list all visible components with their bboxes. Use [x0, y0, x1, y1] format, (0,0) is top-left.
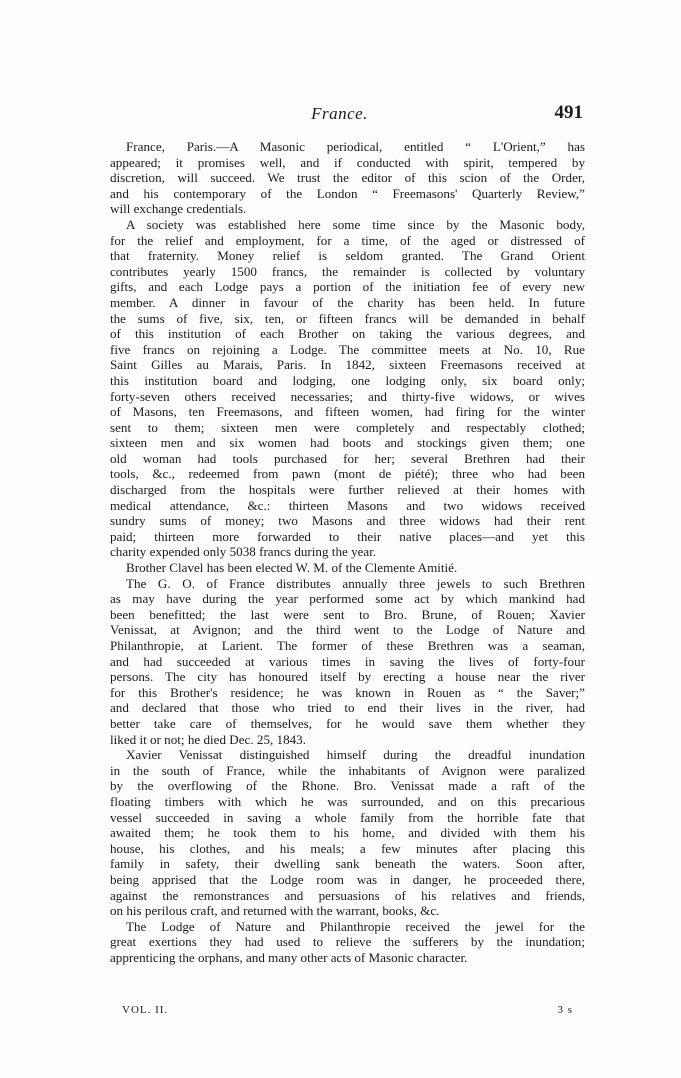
text-line: awaited them; he took them to his home, and divided with them his — [110, 825, 585, 841]
text-line: medical attendance, &c.: thirteen Masons and two widows received — [110, 497, 585, 513]
text-line: sundry sums of money; two Masons and three widows had their rent — [110, 513, 585, 529]
text-line: for this Brother's residence; he was known in Rouen as “ the Saver;” — [110, 684, 585, 700]
text-line: against the remonstrances and persuasions of his relatives and friends, — [110, 887, 585, 903]
text-line: charity expended only 5038 francs during the year. — [110, 544, 377, 560]
text-line: A society was established here some time since by the Masonic body, — [126, 216, 585, 232]
text-line: sent to them; sixteen men were completely and respectably clothed; — [110, 419, 585, 435]
text-line: house, his clothes, and his meals; a few minutes after placing this — [110, 840, 585, 856]
text-line: and his contemporary of the London “ Freemasons' Quarterly Review,” — [110, 185, 585, 201]
text-line: great exertions they had used to relieve the sufferers by the inundation; — [110, 934, 585, 950]
text-line: floating timbers with which he was surrounded, and on this precarious — [110, 793, 585, 809]
text-line: Philanthropie, at Larient. The former of these Brethren was a seaman, — [110, 638, 585, 653]
text-line: discretion, will succeed. We trust the editor of this scion of the Order, — [110, 170, 585, 186]
text-line: of Masons, ten Freemasons, and fifteen women, had firing for the winter — [110, 404, 585, 420]
text-line: vessel succeeded in saving a whole family from the horrible fate that — [110, 809, 585, 825]
text-line: Saint Gilles au Marais, Paris. In 1842, sixteen Freemasons received at — [110, 357, 585, 373]
text-line: family in safety, their dwelling sank beneath the waters. Soon after, — [110, 856, 585, 872]
signature-mark: 3 s — [557, 1004, 573, 1016]
body-text — [110, 139, 585, 965]
text-line: as may have during the year performed some act by which mankind had — [110, 591, 585, 607]
text-line: gifts, and each Lodge pays a portion of the initiation fee of every new — [110, 279, 585, 295]
text-line: The G. O. of France distributes annually three jewels to such Brethren — [126, 575, 585, 591]
page-footer — [122, 1004, 573, 1022]
text-line: member. A dinner in favour of the charity has been held. In future — [110, 294, 585, 310]
text-line: for the relief and employment, for a time, of the aged or distressed of — [110, 232, 585, 248]
text-line: appeared; it promises well, and if conducted with spirit, tempered by — [110, 154, 585, 170]
text-line: tools, &c., redeemed from pawn (mont de piété); three who had been — [110, 466, 585, 482]
text-line: The Lodge of Nature and Philanthropie received the jewel for the — [126, 918, 585, 934]
text-line: old woman had tools purchased for her; several Brethren had their — [110, 450, 585, 466]
text-line: liked it or not; he died Dec. 25, 1843. — [110, 731, 307, 747]
text-line: apprenticing the orphans, and many other acts of Masonic character. — [110, 949, 468, 965]
running-head — [108, 102, 583, 130]
text-line: this institution board and lodging, one lodging only, six board only; — [110, 372, 585, 388]
text-line: France, Paris.—A Masonic periodical, entitled “ L'Orient,” has — [126, 139, 585, 154]
text-line: of this institution of each Brother on taking the various degrees, and — [110, 326, 585, 342]
text-line: Brother Clavel has been elected W. M. of the Clemente Amitié. — [126, 560, 458, 576]
text-line: forty-seven others received necessaries; and thirty-five widows, or wives — [110, 388, 585, 404]
text-line: on his perilous craft, and returned with the warrant, books, &c. — [110, 903, 440, 919]
text-line: paid; thirteen more forwarded to their native places—and yet this — [110, 528, 585, 544]
text-line: in the south of France, while the inhabitants of Avignon were paralized — [110, 762, 585, 778]
text-line: persons. The city has honoured itself by erecting a house near the river — [110, 669, 585, 685]
running-title: France. — [311, 104, 368, 123]
text-line: and declared that those who tried to end their lives in the river, had — [110, 700, 585, 716]
text-line: will exchange credentials. — [110, 201, 247, 217]
text-line: being apprised that the Lodge room was in danger, he proceeded there, — [110, 871, 585, 887]
text-line: by the overflowing of the Rhone. Bro. Venissat made a raft of the — [110, 778, 585, 794]
text-line: that fraternity. Money relief is seldom granted. The Grand Orient — [110, 248, 585, 264]
text-line: five francs on rejoining a Lodge. The committee meets at No. 10, Rue — [110, 341, 585, 357]
text-line: sixteen men and six women had boots and stockings given them; one — [110, 435, 585, 451]
text-line: better take care of themselves, for he would save them whether they — [110, 715, 585, 731]
text-line: and had succeeded at various times in saving the lives of forty-four — [110, 653, 585, 669]
text-line: contributes yearly 1500 francs, the remainder is collected by voluntary — [110, 263, 585, 279]
text-line: been benefitted; the last were sent to Bro. Brune, of Rouen; Xavier — [110, 606, 585, 622]
text-line: the sums of five, six, ten, or fifteen francs will be demanded in behalf — [110, 310, 585, 326]
text-line: discharged from the hospitals were further relieved at their homes with — [110, 482, 585, 498]
text-line: Xavier Venissat distinguished himself during the dreadful inundation — [126, 747, 585, 763]
volume-label: VOL. II. — [122, 1004, 169, 1016]
text-line: Venissat, at Avignon; and the third went to the Lodge of Nature and — [110, 622, 585, 638]
page-number: 491 — [554, 102, 583, 123]
